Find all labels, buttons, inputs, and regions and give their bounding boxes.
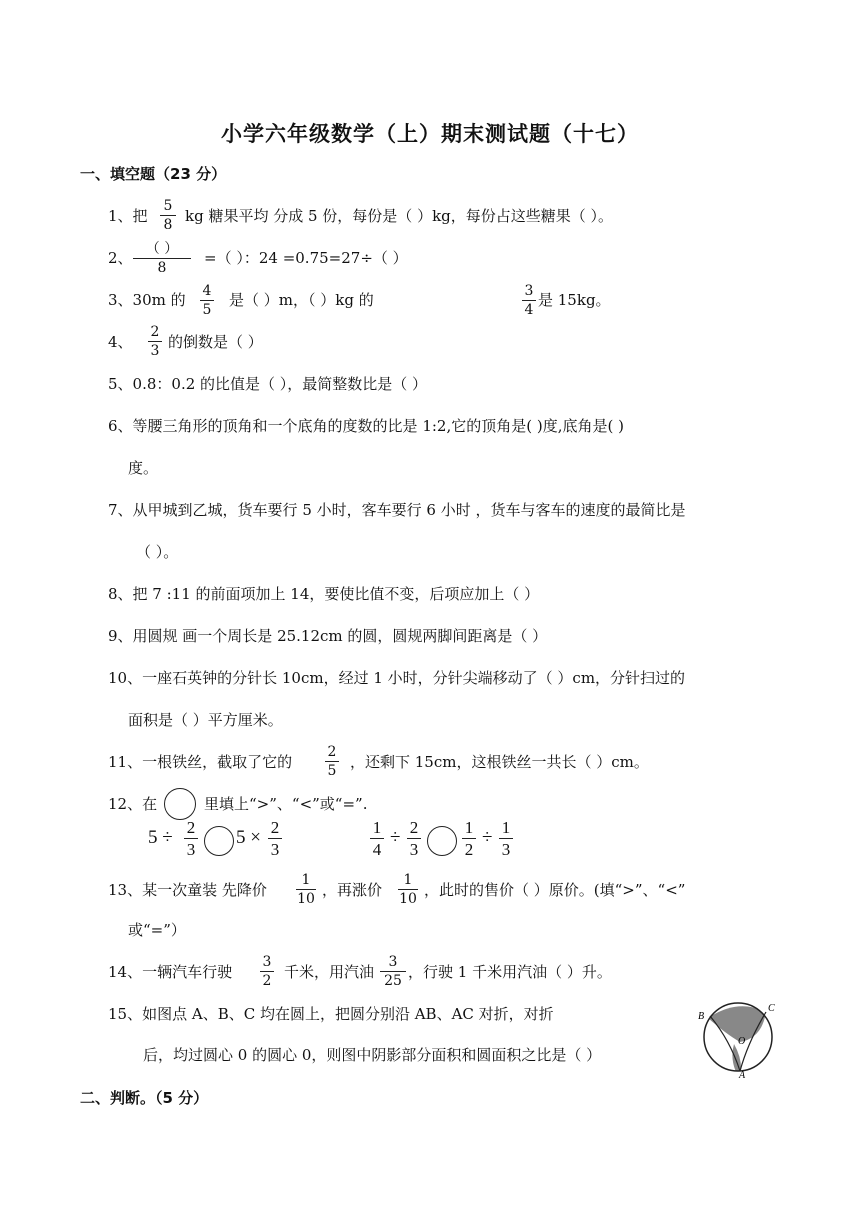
q14-fraction-1 [260, 954, 274, 989]
q14-fraction-2 [380, 954, 406, 989]
q14-prefix: 14、一辆汽车行驶 [108, 963, 233, 981]
q13-fraction-1 [296, 872, 316, 907]
q3-middle: 是（ ）m，（ ）kg 的 [229, 291, 374, 309]
q3-suffix: 是 15kg。 [538, 291, 611, 309]
q13-line-2: 或“=”） [128, 921, 186, 939]
question-5: 5、0.8：0.2 的比值是（ ），最简整数比是（ ） [108, 375, 428, 393]
q12-expr2-frac-2 [407, 818, 421, 859]
q13-middle: ，再涨价 [322, 881, 383, 899]
q11-frac-numerator: 2 [327, 744, 337, 760]
label-a: A [739, 1070, 746, 1078]
q4-text: 的倒数是（ ） [168, 333, 263, 351]
q13-fraction-2 [398, 872, 418, 907]
q12-e2f3-numerator: 1 [464, 818, 474, 837]
question-10-line-2: 面积是（ ）平方厘米。 [128, 711, 283, 729]
label-b: B [698, 1011, 705, 1022]
q12-e1f2-numerator: 2 [270, 818, 280, 837]
q1-frac-denominator: 8 [163, 217, 173, 233]
q12-e2f2-denominator: 3 [409, 840, 419, 859]
q12-prefix: 12、在 [108, 795, 158, 813]
q3-frac1-numerator: 4 [202, 283, 212, 299]
q3-prefix: 3、30m 的 [108, 291, 186, 309]
q1-frac-numerator: 5 [163, 198, 173, 214]
q12-expr1-right: 5 × [236, 827, 261, 848]
q14-frac1-denominator: 2 [262, 973, 272, 989]
q4-frac-denominator: 3 [150, 343, 160, 359]
q13-frac1-denominator: 10 [297, 891, 315, 907]
question-6-line-2: 度。 [128, 459, 159, 477]
q1-prefix: 1、把 [108, 207, 148, 225]
q3-frac2-numerator: 3 [524, 283, 534, 299]
q4-prefix: 4、 [108, 333, 133, 351]
q13-frac1-numerator: 1 [301, 872, 311, 888]
q11-text: ，还剩下 15cm，这根铁丝一共长（ ）cm。 [350, 753, 649, 771]
q12-answer-circle-1[interactable] [204, 826, 234, 856]
q12-e2f4-denominator: 3 [501, 840, 511, 859]
q3-frac2-denominator: 4 [524, 302, 534, 318]
q12-e1f1-denominator: 3 [186, 840, 196, 859]
q12-e2f2-numerator: 2 [409, 818, 419, 837]
q14-frac2-numerator: 3 [388, 954, 398, 970]
q3-frac1-denominator: 5 [202, 302, 212, 318]
q12-e2f1-denominator: 4 [372, 840, 382, 859]
section-judgement-heading: 二、判断。（5 分） [80, 1089, 209, 1107]
q13-frac2-numerator: 1 [403, 872, 413, 888]
section-fill-blank-heading: 一、填空题（23 分） [80, 165, 227, 183]
label-o: O [738, 1036, 746, 1047]
question-15-line-1: 15、如图点 A、B、C 均在圆上，把圆分别沿 AB、AC 对折，对折 [108, 1005, 554, 1023]
q14-frac2-denominator: 25 [384, 973, 402, 989]
compare-circle-icon [164, 788, 196, 820]
question-8: 8、把 7 :11 的前面项加上 14，要使比值不变，后项应加上（ ） [108, 585, 540, 603]
q11-frac-denominator: 5 [327, 763, 337, 779]
q4-fraction [148, 324, 162, 359]
question-9: 9、用圆规 画一个周长是 25.12cm 的圆，圆规两脚间距离是（ ） [108, 627, 548, 645]
question-10-line-1: 10、一座石英钟的分针长 10cm，经过 1 小时，分针尖端移动了（ ）cm，分针扫过的 [108, 669, 686, 687]
q3-fraction-1 [200, 283, 214, 318]
q2-text: =（ ）：24 =0.75=27÷（ ） [204, 249, 408, 267]
q12-expr2-op-1: ÷ [390, 827, 401, 848]
q2-frac-denominator: 8 [157, 260, 167, 276]
q12-answer-circle-2[interactable] [427, 826, 457, 856]
circle-fold-figure [696, 998, 782, 1078]
q11-prefix: 11、一根铁丝，截取了它的 [108, 753, 293, 771]
question-15-line-2: 后，均过圆心 0 的圆心 0，则图中阴影部分面积和圆面积之比是（ ） [143, 1046, 602, 1064]
q14-middle: 千米，用汽油 [284, 963, 375, 981]
question-6-line-1: 6、等腰三角形的顶角和一个底角的度数的比是 1:2,它的顶角是( )度,底角是( ) [108, 417, 624, 435]
q12-expr2-frac-4 [499, 818, 513, 859]
q12-expr1-left: 5 ÷ [148, 827, 173, 848]
q12-e2f1-numerator: 1 [372, 818, 382, 837]
q12-expr1-frac-1 [184, 818, 198, 859]
q13-frac2-denominator: 10 [399, 891, 417, 907]
q12-expr2-frac-1 [370, 818, 384, 859]
q12-e2f3-denominator: 2 [464, 840, 474, 859]
q13-prefix: 13、某一次童装 先降价 [108, 881, 267, 899]
q14-text: ，行驶 1 千米用汽油（ ）升。 [408, 963, 612, 981]
q2-prefix: 2、 [108, 249, 133, 267]
q1-text: kg 糖果平均 分成 5 份，每份是（ ）kg，每份占这些糖果（ ）。 [185, 207, 614, 225]
q12-e1f2-denominator: 3 [270, 840, 280, 859]
question-7-line-2: （ ）。 [136, 543, 179, 561]
q3-fraction-2 [522, 283, 536, 318]
q13-text: ，此时的售价（ ）原价。(填“>”、“<” [424, 881, 686, 899]
q1-fraction [160, 198, 176, 233]
label-c: C [768, 1003, 775, 1014]
page-title: 小学六年级数学（上）期末测试题（十七） [221, 122, 639, 146]
q12-e1f1-numerator: 2 [186, 818, 196, 837]
q12-text: 里填上“>”、“<”或“=”. [204, 795, 368, 813]
q12-expr2-frac-3 [462, 818, 476, 859]
q4-frac-numerator: 2 [150, 324, 160, 340]
shaded-region-lower [732, 1044, 741, 1072]
q2-fraction [133, 241, 191, 276]
question-7-line-1: 7、从甲城到乙城，货车要行 5 小时，客车要行 6 小时 ，货车与客车的速度的最简比是 [108, 501, 686, 519]
q12-expr1-frac-2 [268, 818, 282, 859]
q11-fraction [325, 744, 339, 779]
q12-e2f4-numerator: 1 [501, 818, 511, 837]
q2-frac-numerator: （ ） [145, 241, 179, 257]
q12-expr2-op-2: ÷ [482, 827, 493, 848]
q14-frac1-numerator: 3 [262, 954, 272, 970]
